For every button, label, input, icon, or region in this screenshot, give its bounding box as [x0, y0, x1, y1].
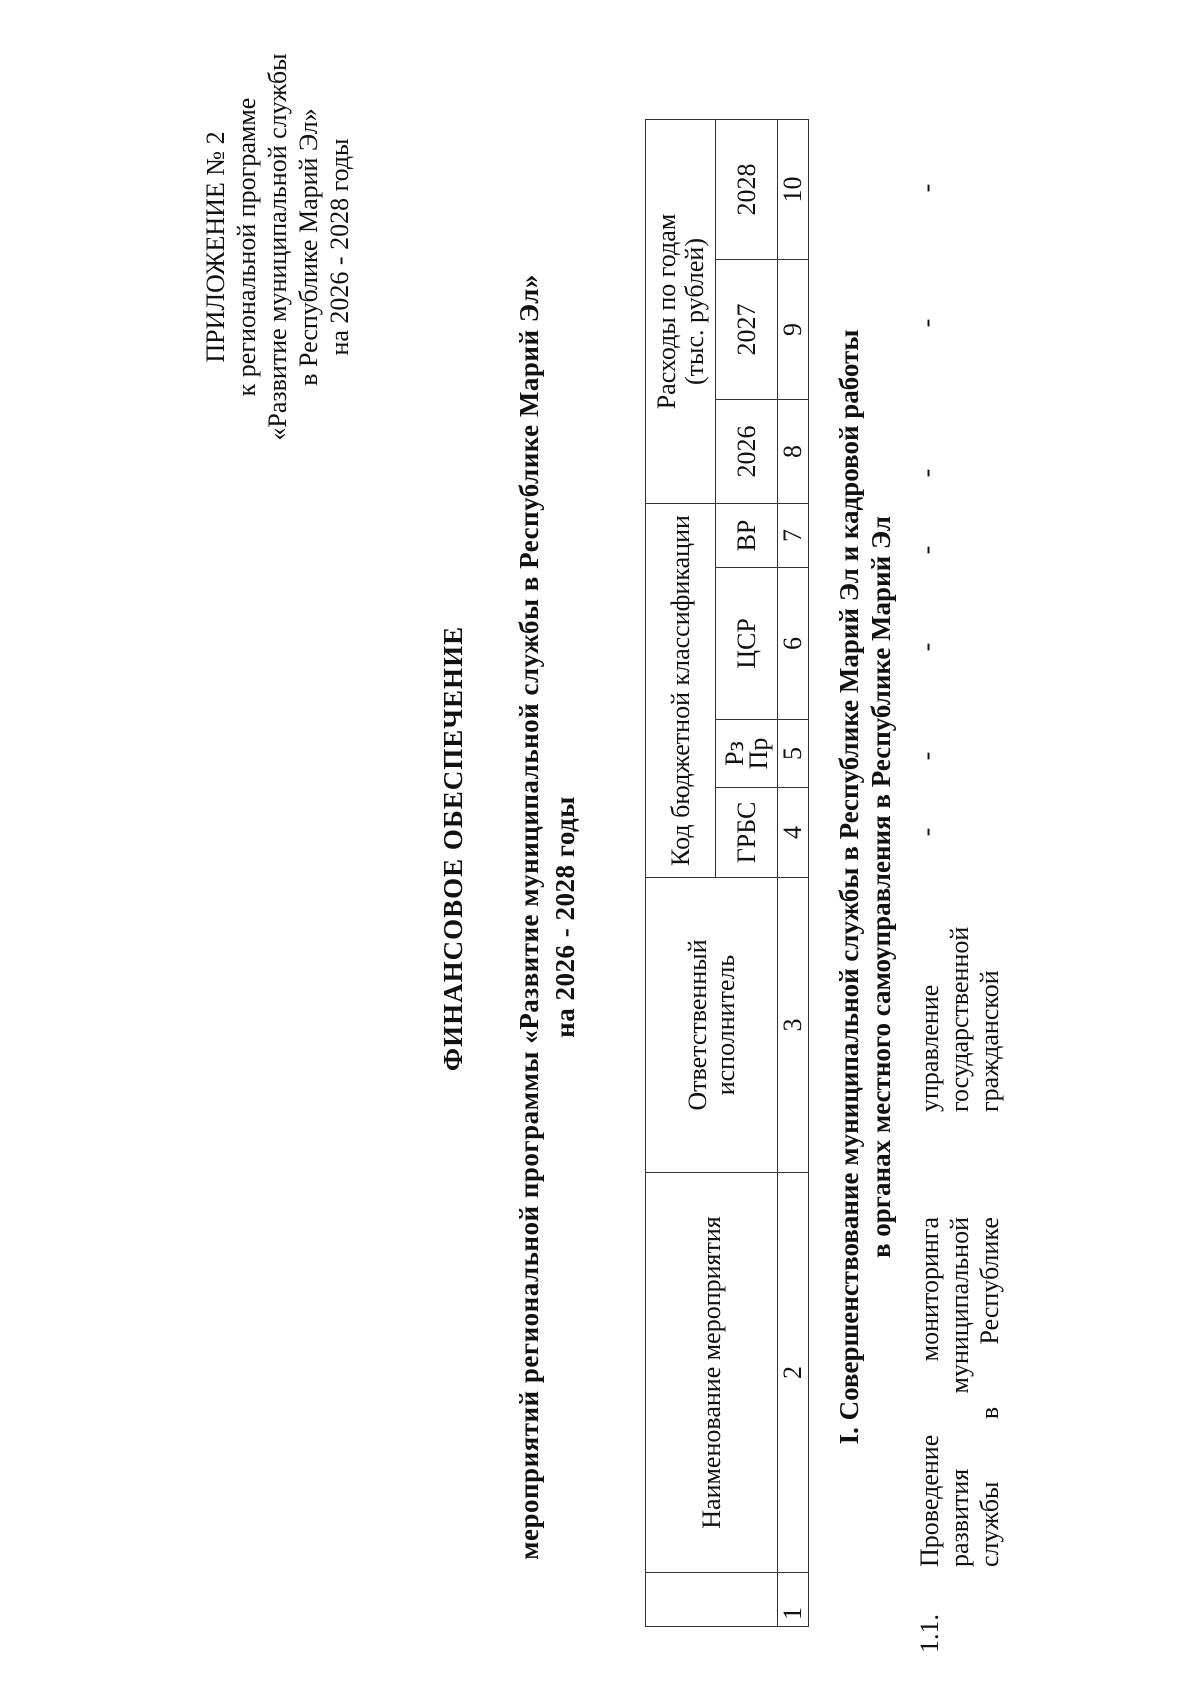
row-name-word: развития [945, 1468, 974, 1567]
appendix-line-5: на 2026 - 2028 годы [325, 138, 354, 356]
header-grbs: ГРБС [716, 788, 778, 878]
column-number: 8 [778, 400, 809, 504]
header-rz: Рз [719, 741, 749, 766]
column-number-row [778, 120, 809, 1627]
header-budget-code: Код бюджетной классификации [646, 504, 716, 878]
column-number: 2 [778, 1173, 809, 1573]
row-name-word: мониторинга [915, 1217, 944, 1362]
row-name-word: службы [975, 1481, 1004, 1567]
row-name-line [945, 1217, 975, 1567]
appendix-header [200, 47, 355, 447]
section-title: I. Совершенствование муниципальной службы в Республике Марий Эл и кадровой работы [834, 329, 864, 1445]
column-number: 5 [778, 720, 809, 788]
header-expenses [646, 120, 716, 504]
row-name-word: Республике [975, 1217, 1004, 1345]
row-executor [915, 872, 1005, 1112]
header-executor [646, 878, 778, 1173]
row-number: 1.1. [915, 1614, 944, 1653]
row-name-word: в [975, 1406, 1004, 1420]
column-number: 7 [778, 504, 809, 568]
row-name [915, 1217, 1005, 1567]
financing-table [645, 119, 809, 1627]
row-value-rz-pr: - [912, 751, 941, 761]
header-csr: ЦСР [716, 568, 778, 720]
column-number: 4 [778, 788, 809, 878]
row-executor-line: государственной [945, 926, 974, 1112]
row-executor-line: гражданской [975, 970, 1004, 1112]
document-subtitle: мероприятий региональной программы «Развитие муниципальной службы в Республике Марий Эл» [514, 274, 544, 1560]
appendix-line-3: «Развитие муниципальной службы [263, 53, 292, 441]
row-value-2028: - [912, 183, 941, 193]
row-name-word: Проведение [915, 1434, 944, 1567]
header-2028: 2028 [716, 120, 778, 260]
header-vr: ВР [716, 504, 778, 568]
row-name-line [915, 1217, 945, 1567]
header-rz-pr [716, 720, 778, 788]
row-name-word: муниципальной [945, 1217, 974, 1394]
row-value-vr: - [912, 545, 941, 555]
header-cell-number [646, 1573, 778, 1627]
appendix-line-2: к региональной программе [232, 97, 261, 397]
row-name-line [975, 1217, 1005, 1567]
column-number: 10 [778, 120, 809, 260]
column-number: 6 [778, 568, 809, 720]
header-2026: 2026 [716, 400, 778, 504]
appendix-line-1: ПРИЛОЖЕНИЕ № 2 [201, 131, 230, 363]
row-value-grbs: - [912, 827, 941, 837]
header-expenses-label: Расходы по годам (тыс. рублей) [651, 213, 709, 410]
header-2027: 2027 [716, 260, 778, 400]
header-pr: Пр [743, 737, 773, 770]
header-name: Наименование мероприятия [646, 1173, 778, 1573]
column-number: 9 [778, 260, 809, 400]
row-value-csr: - [912, 642, 941, 652]
row-value-2027: - [912, 318, 941, 328]
column-number: 3 [778, 878, 809, 1173]
column-number: 1 [778, 1573, 809, 1627]
document-title: ФИНАНСОВОЕ ОБЕСПЕЧЕНИЕ [438, 625, 468, 1072]
row-executor-line: управление [915, 984, 944, 1112]
appendix-line-4: в Республике Марий Эл» [294, 108, 323, 386]
section-title-continued: в органах местного самоуправления в Республике Марий Эл [866, 515, 896, 1259]
document-subtitle-period: на 2026 - 2028 годы [550, 796, 580, 1038]
row-value-2026: - [912, 468, 941, 478]
header-executor-label: Ответственный исполнитель [682, 939, 740, 1111]
